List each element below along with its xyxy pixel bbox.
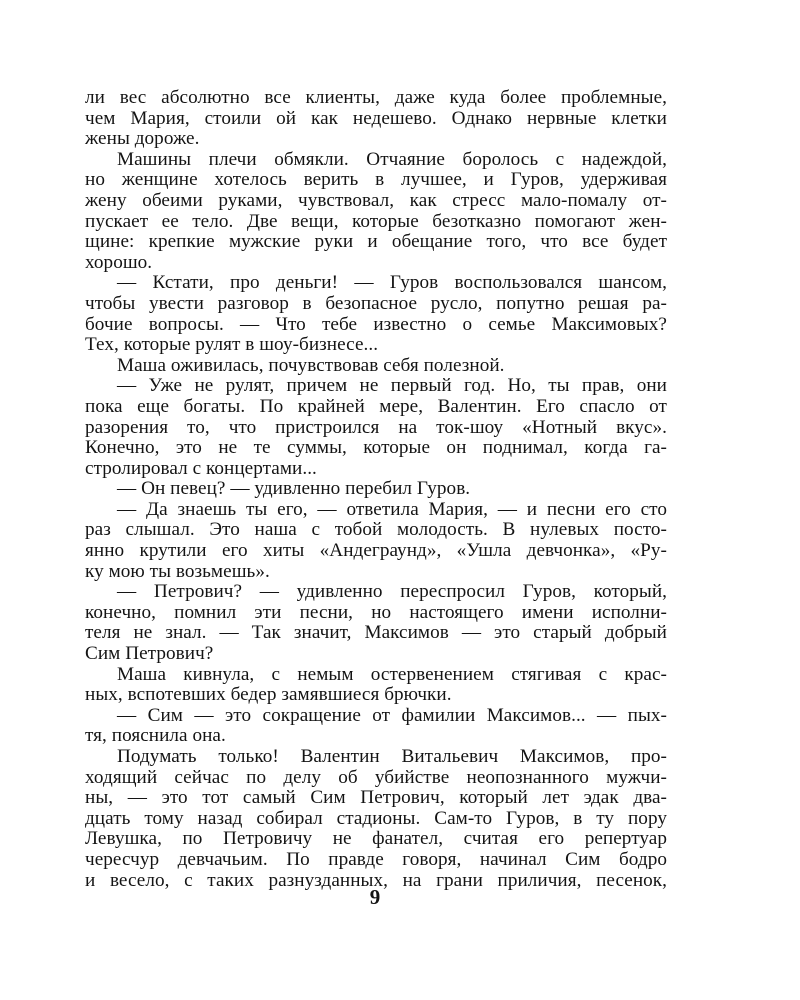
text-line: ходящий сейчас по делу об убийстве неопознанного мужчи-: [85, 766, 667, 788]
text-line: и весело, с таких разнузданных, на грани приличия, песенок,: [85, 869, 667, 891]
text-line: конечно, помнил эти песни, но настоящего имени исполни-: [85, 601, 667, 623]
paragraph: [85, 582, 667, 664]
text-line: — Кстати, про деньги! — Гуров воспользовался шансом,: [117, 272, 667, 294]
body-text: [85, 88, 667, 891]
text-line: ку мою ты возьмешь».: [85, 560, 270, 582]
text-line: чтобы увести разговор в безопасное русло, попутно решая ра-: [85, 292, 667, 314]
text-line: Левушка, по Петровичу не фанател, считая его репертуар: [85, 828, 667, 850]
paragraph: [85, 356, 667, 377]
text-line: — Уже не рулят, причем не первый год. Но, ты прав, они: [117, 375, 667, 397]
text-line: — Петрович? — удивленно переспросил Гуров, который,: [117, 581, 667, 603]
text-line: хорошо.: [85, 251, 153, 273]
text-line: разорения то, что пристроился на ток-шоу «Нотный вкус».: [85, 416, 667, 438]
text-line: чем Мария, стоили ой как недешево. Однако нервные клетки: [85, 107, 667, 129]
text-line: стролировал с концертами...: [85, 457, 317, 479]
text-line: жену обеими руками, чувствовал, как стресс мало-помалу от-: [85, 189, 667, 211]
text-line: жены дороже.: [85, 128, 200, 150]
text-line: бочие вопросы. — Что тебе известно о семье Максимовых?: [85, 313, 667, 335]
text-line: дцать тому назад собирал стадионы. Сам-то Гуров, в ту пору: [85, 807, 667, 829]
text-line: щине: крепкие мужские руки и обещание того, что все будет: [85, 231, 667, 253]
text-line: Машины плечи обмякли. Отчаяние боролось с надеждой,: [117, 148, 667, 170]
text-line: — Он певец? — удивленно перебил Гуров.: [117, 478, 471, 500]
paragraph: [85, 150, 667, 274]
paragraph: [85, 747, 667, 891]
text-line: — Да знаешь ты его, — ответила Мария, — и песни его сто: [117, 498, 667, 520]
paragraph: [85, 88, 667, 150]
text-line: Тех, которые рулят в шоу-бизнесе...: [85, 334, 379, 356]
text-line: теля не знал. — Так значит, Максимов — это старый добрый: [85, 622, 667, 644]
text-line: Конечно, это не те суммы, которые он поднимал, когда га-: [85, 437, 667, 459]
text-line: ны, — это тот самый Сим Петрович, который лет эдак два-: [85, 787, 667, 809]
text-line: но женщине хотелось верить в лучшее, и Гуров, удерживая: [85, 169, 667, 191]
paragraph: [85, 706, 667, 747]
paragraph: [85, 665, 667, 706]
paragraph: [85, 376, 667, 479]
text-line: Подумать только! Валентин Витальевич Максимов, про-: [117, 746, 667, 767]
paragraph: [85, 273, 667, 355]
text-line: Маша кивнула, с немым остервенением стягивая с крас-: [117, 663, 667, 685]
paragraph: [85, 500, 667, 582]
paragraph: [85, 479, 667, 500]
text-line: пускает ее тело. Две вещи, которые безотказно помогают жен-: [85, 210, 667, 232]
text-line: тя, пояснила она.: [85, 725, 226, 747]
text-line: янно крутили его хиты «Андеграунд», «Ушла девчонка», «Ру-: [85, 540, 667, 562]
page-number: 9: [369, 885, 381, 909]
text-line: ли вес абсолютно все клиенты, даже куда более проблемные,: [85, 87, 667, 108]
text-line: ных, вспотевших бедер замявшиеся брючки.: [85, 684, 452, 706]
text-line: раз слышал. Это наша с тобой молодость. В нулевых посто-: [85, 519, 667, 541]
text-line: Маша оживилась, почувствовав себя полезной.: [117, 354, 505, 376]
text-line: пока еще богаты. По крайней мере, Валентин. Его спасло от: [85, 395, 667, 417]
text-line: — Сим — это сокращение от фамилии Максимов... — пых-: [117, 704, 667, 726]
text-line: Сим Петрович?: [85, 643, 214, 665]
text-line: чересчур девчачьим. По правде говоря, начинал Сим бодро: [85, 848, 667, 870]
